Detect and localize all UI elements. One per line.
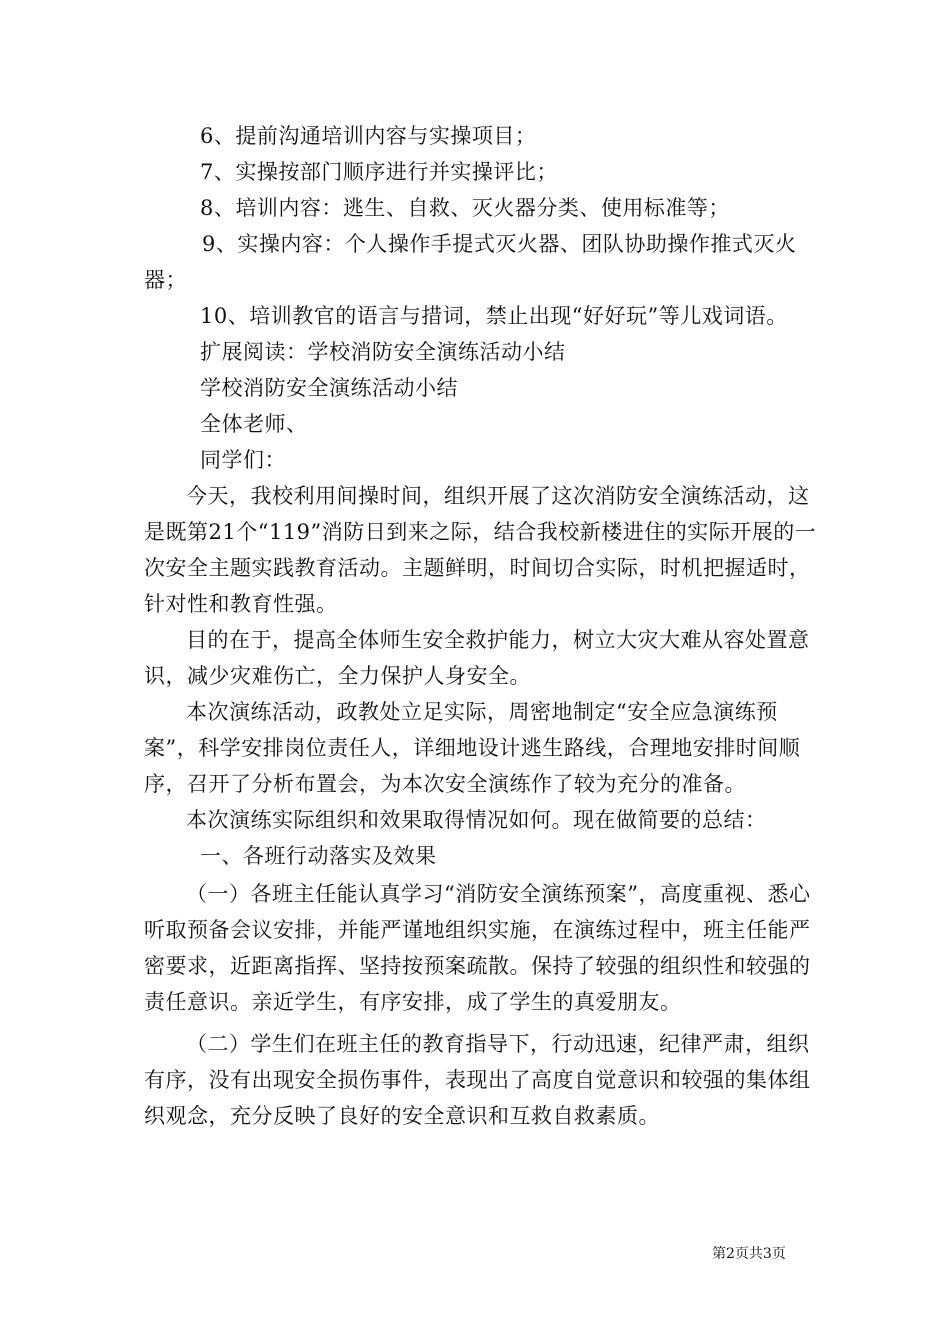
paragraph-preparation: 本次演练活动，政教处立足实际，周密地制定“安全应急演练预案”，科学安排岗位责任人，详细地设计逃生路线，合理地安排时间顺序，召开了分析布置会，为本次安全演练作了较为充分的准备。: [144, 700, 801, 796]
greeting-students: 同学们：: [200, 448, 286, 472]
document-body: [144, 118, 824, 1134]
paragraph-intro: 今天，我校利用间操时间，组织开展了这次消防安全演练活动，这是既第21个“119”消防日到来之际，结合我校新楼进住的实际开展的一次安全主题实践教育活动。主题鲜明，时间切合实际，时机把握适时，针对性和教育性强。: [144, 484, 817, 616]
item-9: 9、实操内容：个人操作手提式灭火器、团队协助操作推式灭火器；: [144, 232, 797, 292]
paragraph-purpose: 目的在于，提高全体师生安全救护能力，树立大灾大难从容处置意识，减少灾难伤亡，全力保护人身安全。: [144, 628, 810, 688]
item-10: 10、培训教官的语言与措词，禁止出现“好好玩”等儿戏词语。: [200, 304, 788, 328]
item-6: 6、提前沟通培训内容与实操项目；: [200, 124, 537, 148]
item-8: 8、培训内容：逃生、自救、灭火器分类、使用标准等；: [200, 196, 730, 220]
paragraph-students: （二）学生们在班主任的教育指导下，行动迅速，纪律严肃，组织有序，没有出现安全损伤事件，表现出了高度自觉意识和较强的集体组织观念，充分反映了良好的安全意识和互救自救素质。: [144, 1032, 811, 1128]
greeting-teachers: 全体老师、: [200, 412, 308, 436]
extended-reading: 扩展阅读：学校消防安全演练活动小结: [200, 340, 566, 364]
paragraph-summary-lead: 本次演练实际组织和效果取得情况如何。现在做简要的总结：: [186, 808, 767, 832]
page-number: 第2页共3页: [712, 1246, 786, 1262]
item-7: 7、实操按部门顺序进行并实操评比；: [200, 160, 558, 184]
summary-title: 学校消防安全演练活动小结: [200, 376, 458, 400]
paragraph-teachers: （一）各班主任能认真学习“消防安全演练预案”，高度重视、悉心听取预备会议安排，并能严谨地组织实施，在演练过程中，班主任能严密要求，近距离指挥、坚持按预案疏散。保持了较强的组织性和较强的责任意识。亲近学生，有序安排，成了学生的真爱朋友。: [144, 882, 811, 1014]
section-heading-1: 一、各班行动落实及效果: [200, 844, 437, 868]
